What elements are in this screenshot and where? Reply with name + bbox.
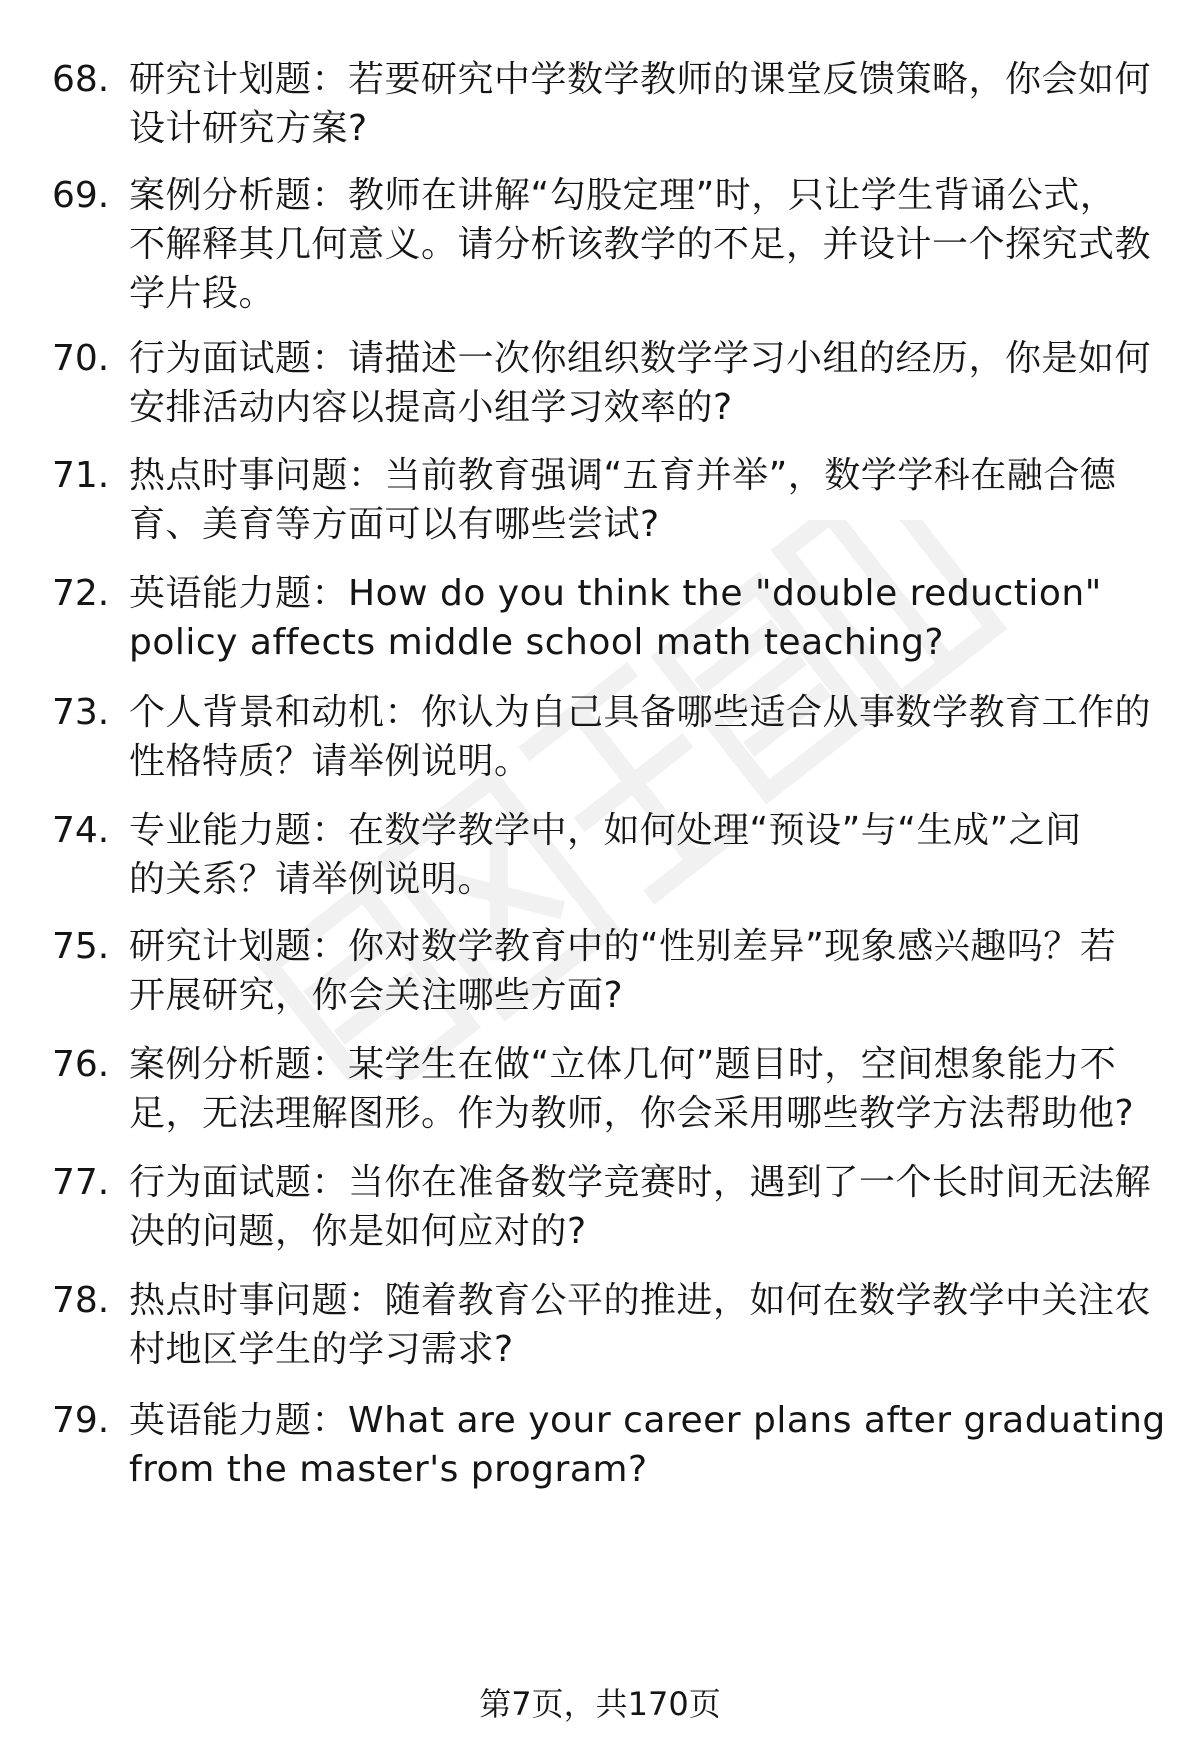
page-number: 第7页，共170页 [479,1685,721,1723]
question-line: 育、美育等方面可以有哪些尝试? [129,504,660,545]
question-text [129,922,1139,1020]
question-line: 不解释其几何意义。请分析该教学的不足，并设计一个探究式教 [129,224,1152,265]
question-line: 足，无法理解图形。作为教师，你会采用哪些教学方法帮助他? [129,1093,1135,1134]
question-number: 74. [52,810,110,851]
question-number: 69. [52,175,110,216]
question-line: 研究计划题：你对数学教育中的“性别差异”现象感兴趣吗？若 [129,926,1117,967]
question-text [129,569,1139,667]
question-number: 79. [52,1400,110,1441]
question-number: 70. [52,338,110,379]
question-number: 77. [52,1162,110,1203]
question-text [129,171,1152,318]
question-number: 76. [52,1044,110,1085]
question-number: 71. [52,455,110,496]
question-line: 案例分析题：某学生在做“立体几何”题目时，空间想象能力不 [129,1044,1117,1085]
question-line: 性格特质？请举例说明。 [129,741,531,782]
question-line: 的关系？请举例说明。 [129,859,495,900]
question-text [129,1396,1166,1494]
question-text [129,334,1152,432]
question-line: 英语能力题：How do you think the "double reduction" [129,573,1102,614]
question-line: policy affects middle school math teaching? [129,622,945,663]
question-text [129,451,1139,549]
question-line: 村地区学生的学习需求? [129,1329,514,1370]
question-text [129,688,1152,786]
question-text [129,1276,1152,1374]
question-line: 研究计划题：若要研究中学数学教师的课堂反馈策略，你会如何 [129,59,1152,100]
question-line: 行为面试题：当你在准备数学竞赛时，遇到了一个长时间无法解 [129,1162,1152,1203]
question-number: 73. [52,692,110,733]
question-line: 学片段。 [129,273,276,314]
question-line: 英语能力题：What are your career plans after graduating [129,1400,1166,1441]
question-line: 安排活动内容以提高小组学习效率的? [129,387,733,428]
question-line: 个人背景和动机：你认为自己具备哪些适合从事数学教育工作的 [129,692,1152,733]
question-line: from the master's program? [129,1449,648,1490]
question-line: 专业能力题：在数学教学中，如何处理“预设”与“生成”之间 [129,810,1082,851]
question-line: 热点时事问题：当前教育强调“五育并举”，数学学科在融合德 [129,455,1117,496]
question-line: 开展研究，你会关注哪些方面? [129,975,624,1016]
question-line: 案例分析题：教师在讲解“勾股定理”时，只让学生背诵公式， [129,175,1117,216]
question-number: 78. [52,1280,110,1321]
question-number: 72. [52,573,110,614]
question-line: 行为面试题：请描述一次你组织数学学习小组的经历，你是如何 [129,338,1152,379]
question-line: 设计研究方案? [129,108,368,149]
question-number: 68. [52,59,110,100]
question-text [129,1040,1139,1138]
question-number: 75. [52,926,110,967]
question-line: 决的问题，你是如何应对的? [129,1211,587,1252]
question-text [129,55,1152,153]
question-text [129,806,1139,904]
question-line: 热点时事问题：随着教育公平的推进，如何在数学教学中关注农 [129,1280,1152,1321]
question-text [129,1158,1152,1256]
